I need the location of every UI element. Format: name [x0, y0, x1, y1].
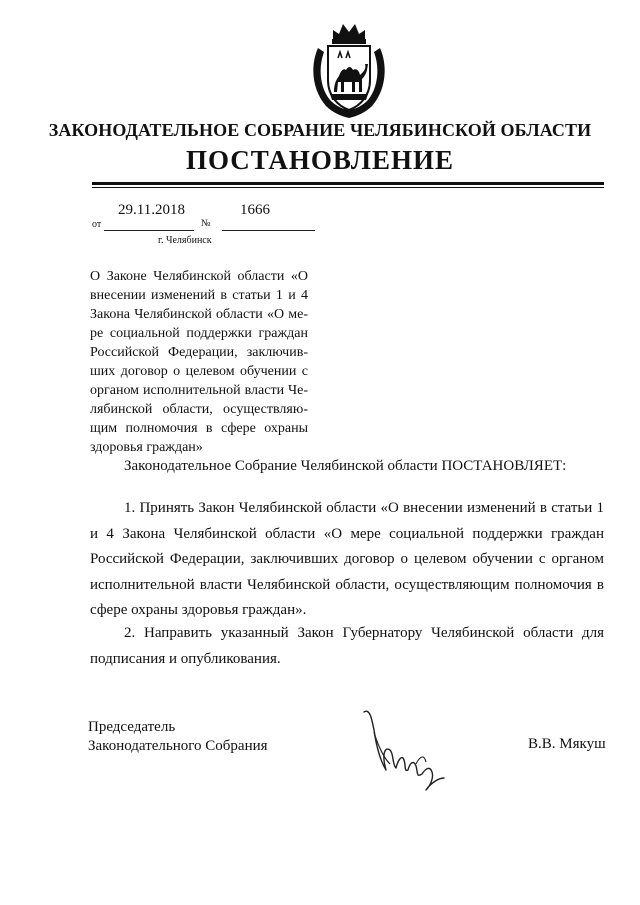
resolution-item-2: 2. Направить указанный Закон Губернатору Челябинской области для подписания и опубликования. — [90, 625, 604, 667]
chelyabinsk-coat-of-arms-icon — [308, 18, 390, 122]
signer-name: В.В. Мякуш — [528, 736, 606, 752]
document-date: 29.11.2018 — [118, 202, 185, 218]
date-label: от — [92, 219, 102, 230]
number-label: № — [201, 218, 211, 229]
preamble: Законодательное Собрание Челябинской области ПОСТАНОВЛЯЕТ: — [124, 458, 567, 474]
header-divider-thick — [92, 182, 604, 185]
document-subject: О Законе Челябинской области «О внесении изменений в статьи 1 и 4 Закона Челябинской области «О мере социальной поддержки граждан Российской Федерации, заключивших договор о целевом обучении с органом исполнительной власти Челябинской области, осуществляющим полномочия в сфере охраны здоровья граждан» — [90, 269, 308, 455]
signer-position — [88, 718, 268, 756]
number-underline — [222, 230, 315, 231]
city-label: г. Челябинск — [158, 235, 212, 246]
document-number: 1666 — [240, 202, 270, 218]
document-type-title: ПОСТАНОВЛЕНИЕ — [185, 145, 455, 175]
header-divider-thin — [92, 187, 604, 188]
organization-title: ЗАКОНОДАТЕЛЬНОЕ СОБРАНИЕ ЧЕЛЯБИНСКОЙ ОБЛАСТИ — [48, 120, 592, 140]
signer-position-line-1: Председатель — [88, 719, 176, 735]
signer-position-line-2: Законодательного Собрания — [88, 738, 268, 754]
resolution-item-1: 1. Принять Закон Челябинской области «О внесении изменений в статьи 1 и 4 Закона Челябинской области «О мере социальной поддержки граждан Российской Федерации, заключивших договор о целевом обучении с органом исполнительной власти Челябинской области, осуществляющим полномочия в сфере охраны здоровья граждан». — [90, 500, 604, 618]
handwritten-signature-icon — [356, 706, 466, 796]
date-underline — [104, 230, 194, 231]
